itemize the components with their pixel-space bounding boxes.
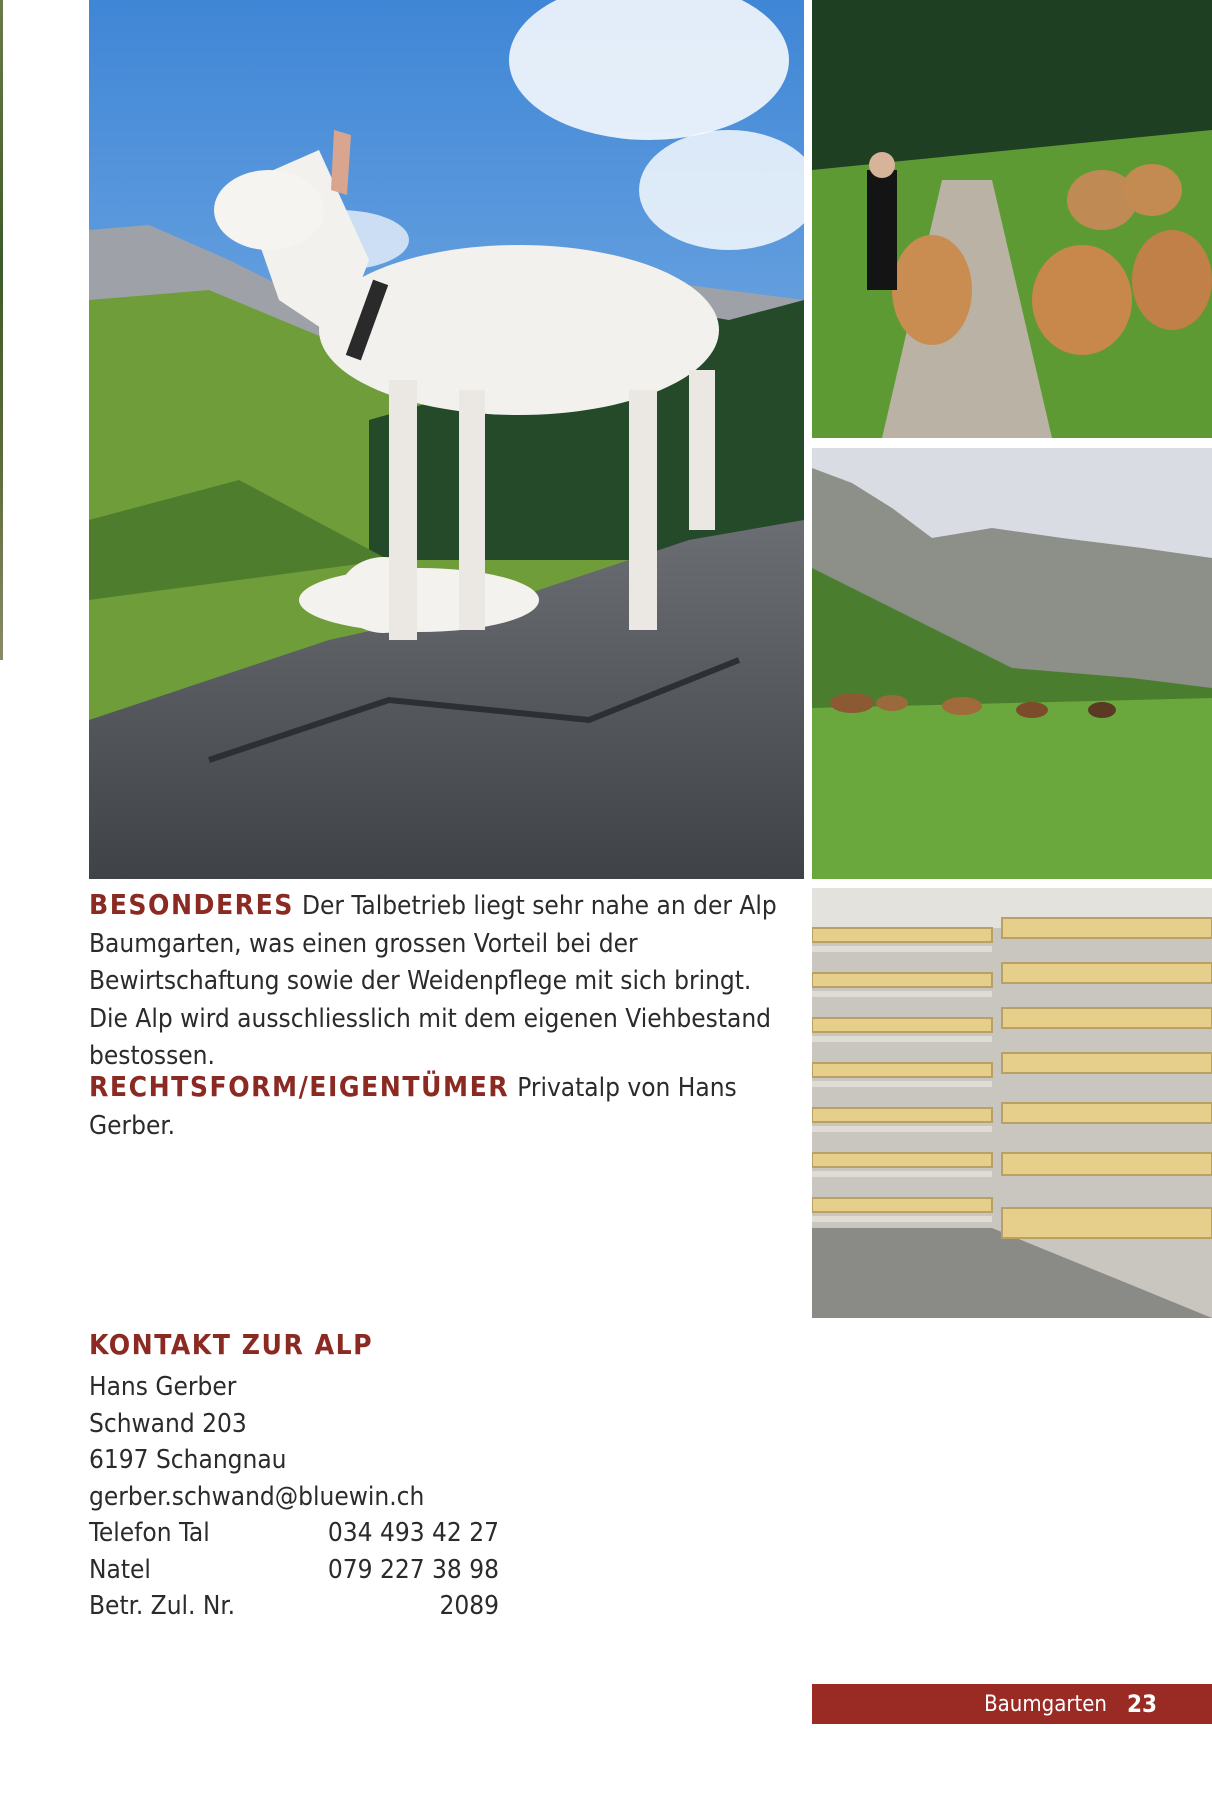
cheese-cellar-photo [812,888,1212,1318]
page-footer-bar [812,1684,1212,1724]
besonderes-section [89,886,779,1076]
footer-alp-name: Baumgarten [984,1691,1107,1717]
besonderes-label: BESONDERES [89,888,294,921]
kontakt-city: 6197 Schangnau [89,1445,287,1475]
page-number: 23 [1126,1690,1157,1718]
kontakt-row-value[interactable]: 034 493 42 27 [327,1518,499,1548]
goat-photo [89,0,804,879]
kontakt-street: Schwand 203 [89,1408,247,1439]
kontakt-heading: KONTAKT ZUR ALP [89,1328,374,1361]
meadow-photo [812,448,1212,879]
adjacent-page-edge [0,0,3,660]
kontakt-email[interactable]: gerber.schwand@bluewin.ch [89,1481,425,1512]
kontakt-row-value: 2089 [439,1591,499,1621]
kontakt-section [89,1325,609,1625]
kontakt-row-label: Betr. Zul. Nr. [89,1591,236,1621]
kontakt-row-telefon [89,1515,499,1552]
cows-on-path-photo [812,0,1212,438]
kontakt-row-label: Natel [89,1554,151,1585]
kontakt-row-label: Telefon Tal [89,1518,210,1548]
kontakt-row-natel [89,1552,499,1589]
besonderes-text: Der Talbetrieb liegt sehr nahe an der Alp Baumgarten, was einen grossen Vorteil bei der Bewirtschaftung sowie der Weidenpflege mit sich bringt. Die Alp wird ausschliesslich mit dem eigenen Viehbestand bestossen. [89,891,777,1071]
rechtsform-section [89,1068,779,1145]
kontakt-name: Hans Gerber [89,1372,237,1402]
rechtsform-label: RECHTSFORM/EIGENTÜMER [89,1070,510,1103]
kontakt-row-value[interactable]: 079 227 38 98 [327,1554,499,1585]
rechtsform-text: Privatalp von Hans Gerber. [89,1073,737,1141]
kontakt-row-zulassung [89,1588,499,1625]
